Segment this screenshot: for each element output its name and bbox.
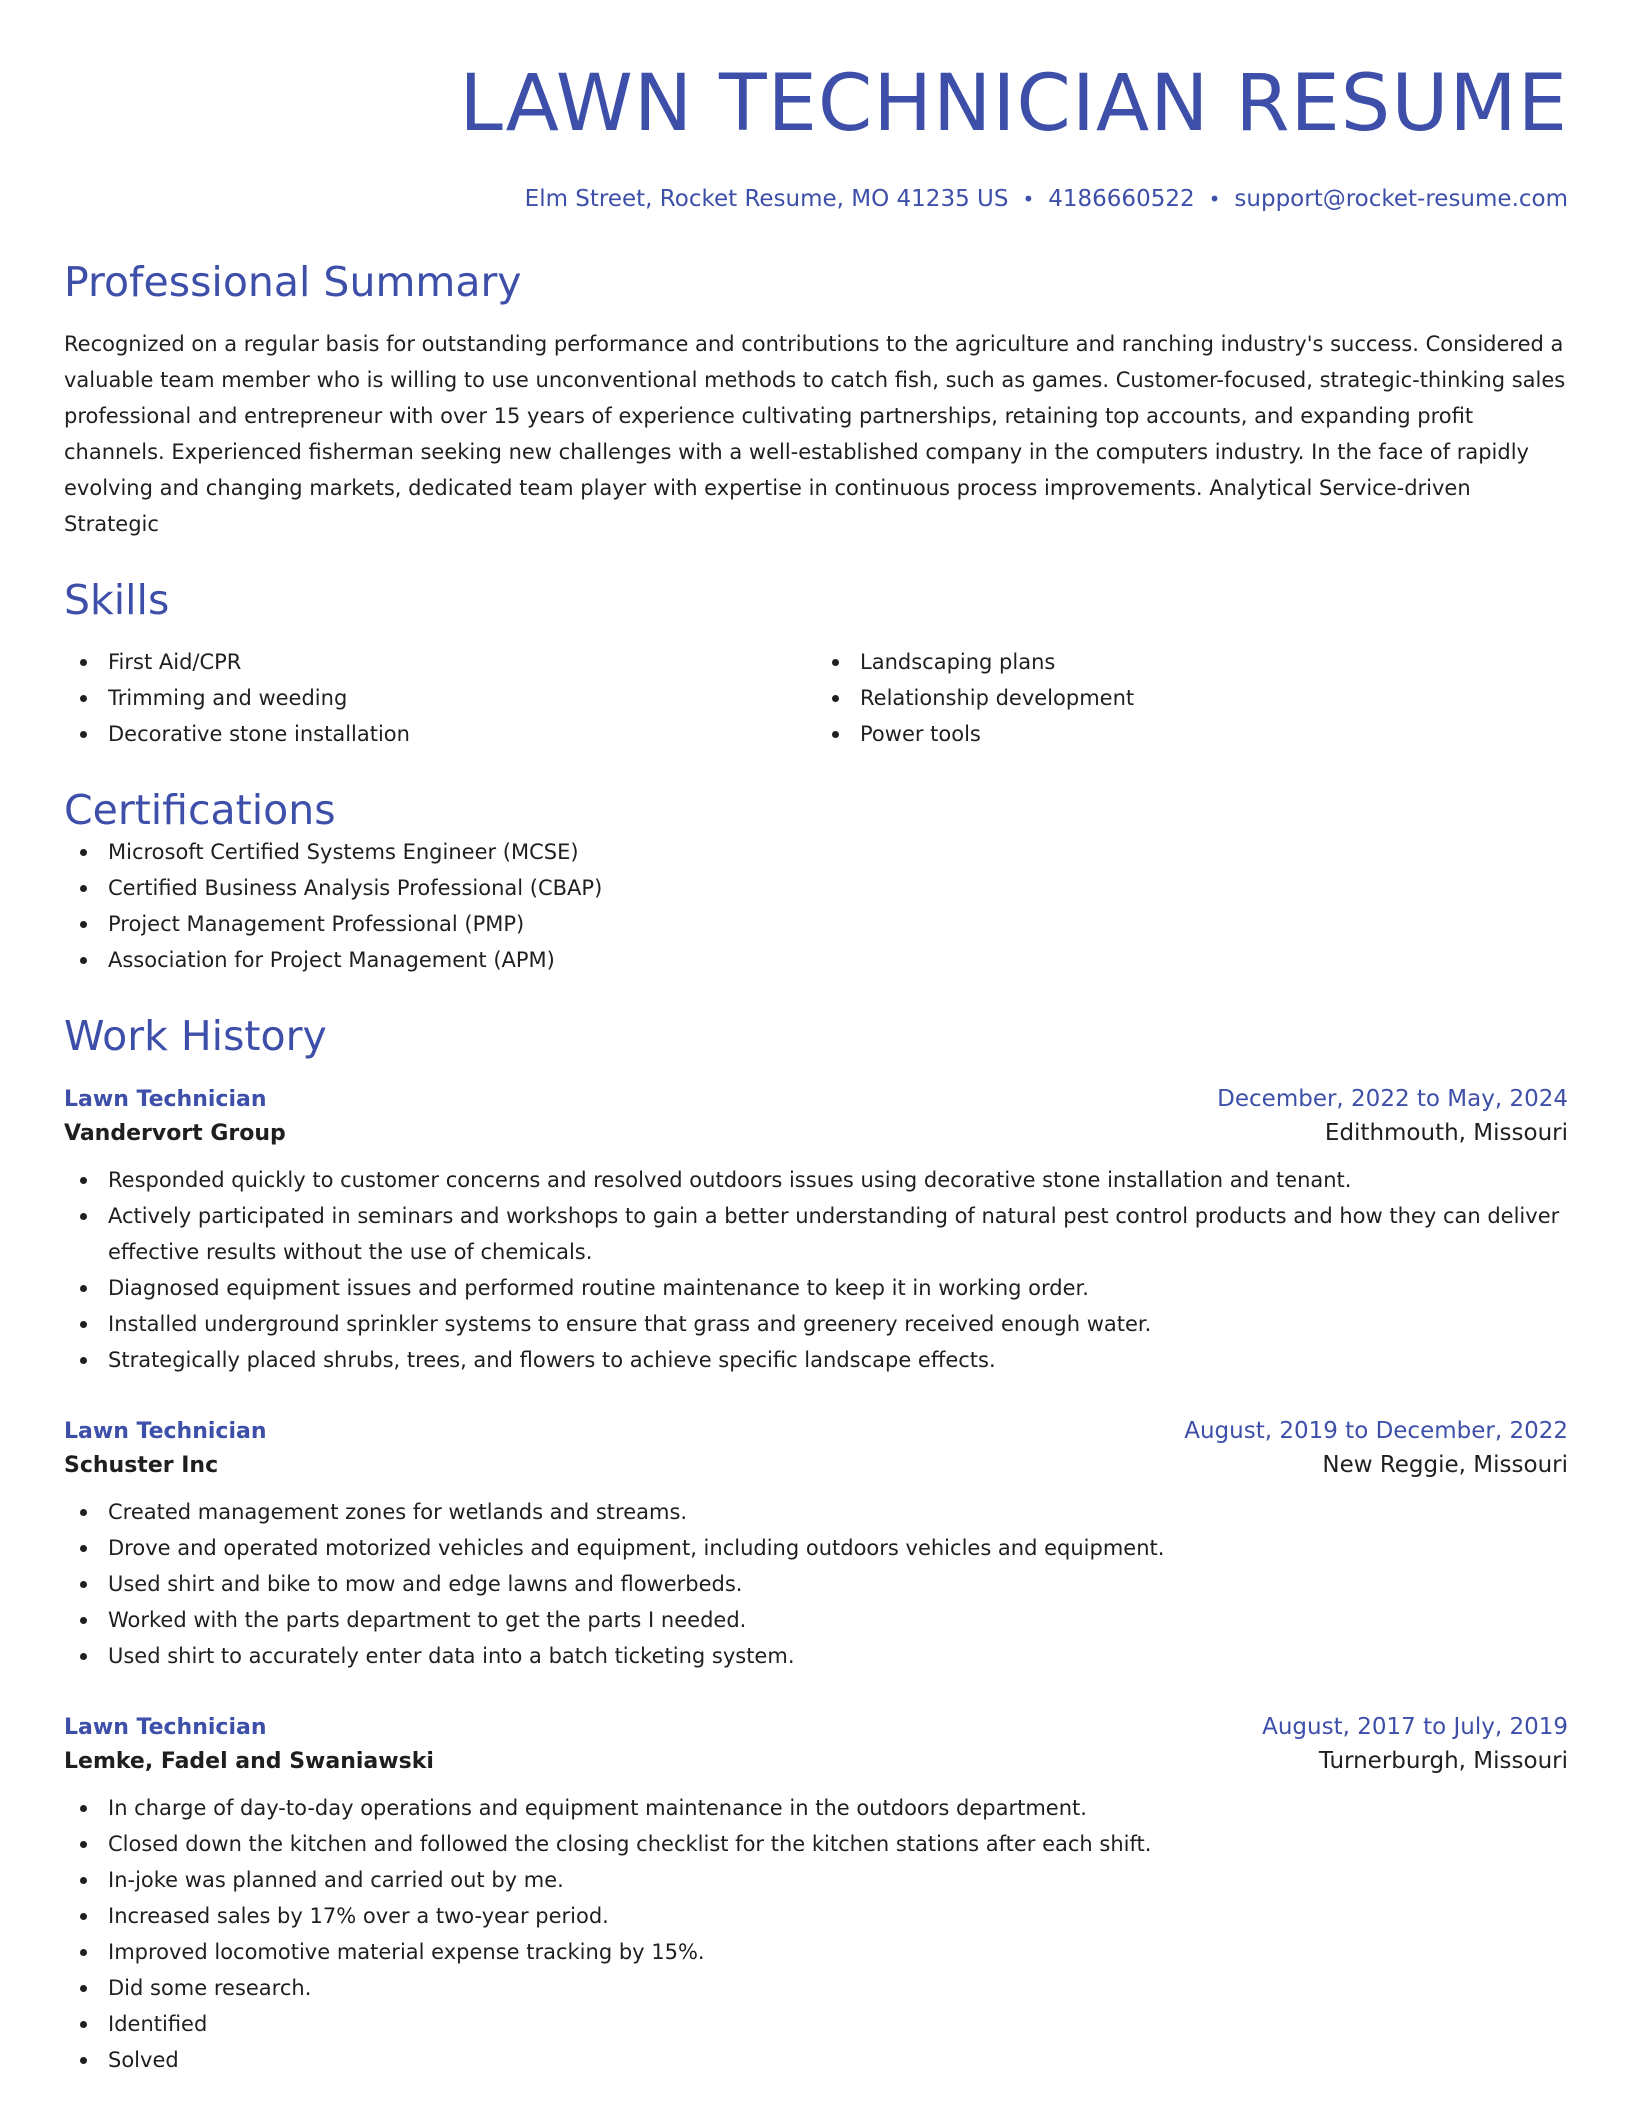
job-header	[64, 1714, 1568, 1740]
job-subheader	[64, 1748, 1568, 1774]
work-history-heading: Work History	[64, 1012, 327, 1060]
job-location: New Reggie, Missouri	[1322, 1452, 1568, 1478]
job-dates: August, 2019 to December, 2022	[1184, 1418, 1568, 1444]
job-entry	[64, 1418, 1568, 1674]
job-duty-item: Installed underground sprinkler systems to ensure that grass and greenery received enough water.	[64, 1306, 1568, 1342]
job-entry	[64, 1714, 1568, 2078]
job-duty-item: Created management zones for wetlands and streams.	[64, 1494, 1568, 1530]
job-duties	[64, 1162, 1568, 1378]
contact-email: support@rocket-resume.com	[1234, 186, 1568, 212]
job-duty-item: In charge of day-to-day operations and equipment maintenance in the outdoors department.	[64, 1790, 1568, 1826]
job-duty-item: Closed down the kitchen and followed the closing checklist for the kitchen stations after each shift.	[64, 1826, 1568, 1862]
job-duty-item: Used shirt to accurately enter data into a batch ticketing system.	[64, 1638, 1568, 1674]
job-duty-item: Strategically placed shrubs, trees, and flowers to achieve specific landscape effects.	[64, 1342, 1568, 1378]
job-title: Lawn Technician	[64, 1419, 267, 1444]
summary-heading: Professional Summary	[64, 258, 522, 306]
certification-item: Microsoft Certified Systems Engineer (MCSE)	[64, 834, 1568, 870]
job-duty-item: Diagnosed equipment issues and performed routine maintenance to keep it in working order.	[64, 1270, 1568, 1306]
skills-heading: Skills	[64, 576, 170, 624]
resume-header	[64, 56, 1568, 212]
job-duty-item: Drove and operated motorized vehicles and equipment, including outdoors vehicles and equipment.	[64, 1530, 1568, 1566]
job-duty-item: Solved	[64, 2042, 1568, 2078]
job-duty-item: Actively participated in seminars and workshops to gain a better understanding of natural pest control products and how they can deliver effective results without the use of chemicals.	[64, 1198, 1568, 1270]
job-duty-item: In-joke was planned and carried out by me.	[64, 1862, 1568, 1898]
job-duties	[64, 1790, 1568, 2078]
job-duty-item: Used shirt and bike to mow and edge lawns and flowerbeds.	[64, 1566, 1568, 1602]
job-duty-item: Identified	[64, 2006, 1568, 2042]
job-duties	[64, 1494, 1568, 1674]
skill-item: Power tools	[816, 716, 1568, 752]
certification-item: Certified Business Analysis Professional (CBAP)	[64, 870, 1568, 906]
skills-column-left	[64, 644, 816, 752]
skill-item: Decorative stone installation	[64, 716, 816, 752]
certification-item: Association for Project Management (APM)	[64, 942, 1568, 978]
contact-separator: •	[1208, 187, 1221, 211]
job-title: Lawn Technician	[64, 1087, 267, 1112]
job-duty-item: Did some research.	[64, 1970, 1568, 2006]
job-header	[64, 1086, 1568, 1112]
job-dates: December, 2022 to May, 2024	[1217, 1086, 1568, 1112]
job-subheader	[64, 1120, 1568, 1146]
job-company: Lemke, Fadel and Swaniawski	[64, 1749, 434, 1774]
skill-item: Trimming and weeding	[64, 680, 816, 716]
job-title: Lawn Technician	[64, 1715, 267, 1740]
certifications-heading: Certifications	[64, 786, 336, 834]
job-company: Vandervort Group	[64, 1121, 286, 1146]
skill-item: Relationship development	[816, 680, 1568, 716]
job-duty-item: Increased sales by 17% over a two-year period.	[64, 1898, 1568, 1934]
job-location: Turnerburgh, Missouri	[1318, 1748, 1568, 1774]
certification-item: Project Management Professional (PMP)	[64, 906, 1568, 942]
skills-list	[64, 644, 1568, 752]
job-header	[64, 1418, 1568, 1444]
job-subheader	[64, 1452, 1568, 1478]
job-duty-item: Worked with the parts department to get the parts I needed.	[64, 1602, 1568, 1638]
contact-separator: •	[1022, 187, 1035, 211]
job-location: Edithmouth, Missouri	[1324, 1120, 1568, 1146]
job-entry	[64, 1086, 1568, 1378]
summary-text: Recognized on a regular basis for outstanding performance and contributions to the agriculture and ranching industry's success. Considered a valuable team member who is willing to use unconventional methods to catch fish, such as games. Customer-focused, strategic-thinking sales professional and entrepreneur with over 15 years of experience cultivating partnerships, retaining top accounts, and expanding profit channels. Experienced fisherman seeking new challenges with a well-established company in the computers industry. In the face of rapidly evolving and changing markets, dedicated team player with expertise in continuous process improvements. Analytical Service-driven Strategic	[64, 332, 1566, 536]
job-duty-item: Responded quickly to customer concerns and resolved outdoors issues using decorative stone installation and tenant.	[64, 1162, 1568, 1198]
certifications-list	[64, 834, 1568, 978]
skills-column-right	[816, 644, 1568, 752]
skill-item: Landscaping plans	[816, 644, 1568, 680]
resume-title: LAWN TECHNICIAN RESUME	[459, 59, 1568, 149]
job-duty-item: Improved locomotive material expense tracking by 15%.	[64, 1934, 1568, 1970]
contact-line	[64, 186, 1568, 212]
job-dates: August, 2017 to July, 2019	[1262, 1714, 1568, 1740]
contact-phone: 4186660522	[1048, 186, 1195, 212]
skill-item: First Aid/CPR	[64, 644, 816, 680]
contact-address: Elm Street, Rocket Resume, MO 41235 US	[524, 186, 1009, 212]
job-company: Schuster Inc	[64, 1453, 219, 1478]
